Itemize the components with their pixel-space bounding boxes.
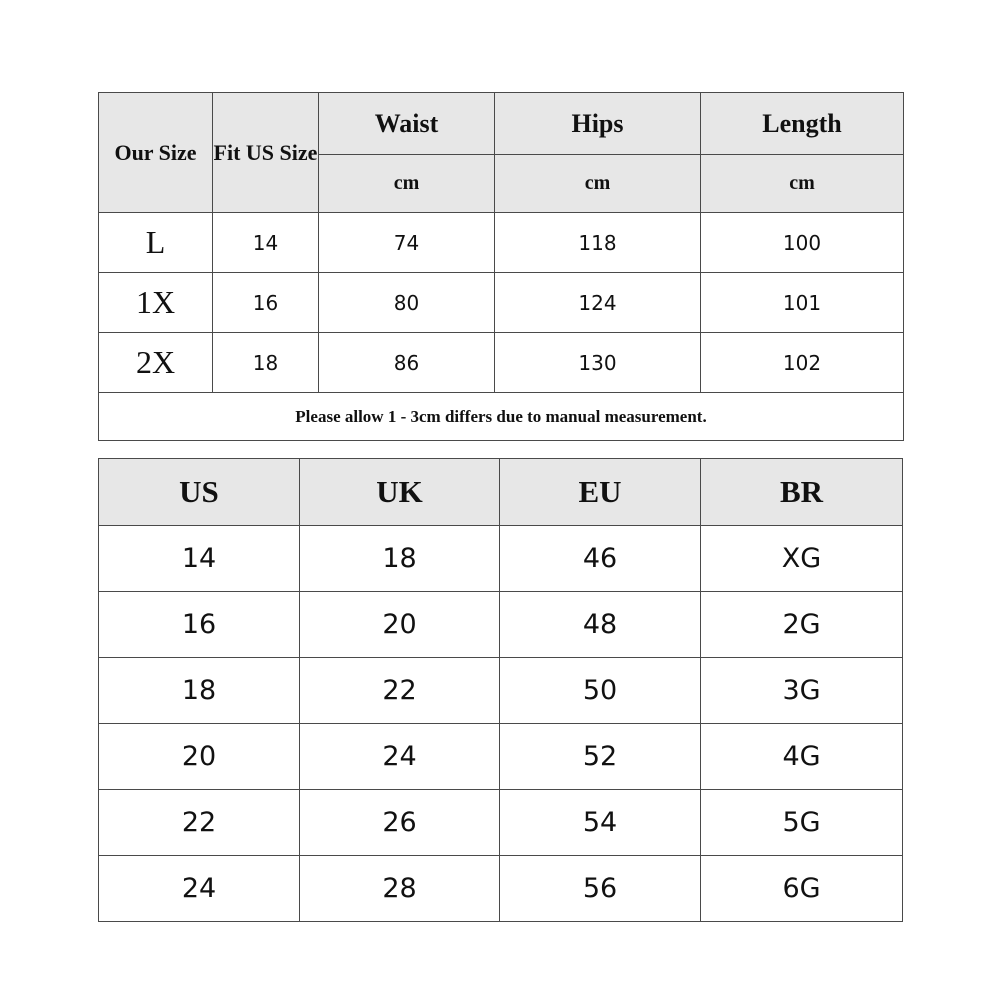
table-row [99, 213, 904, 273]
size-chart-table [98, 92, 904, 441]
br-cell: 6G [701, 856, 903, 922]
us-cell: 20 [99, 724, 300, 790]
table-row [99, 724, 903, 790]
br-cell: 2G [701, 592, 903, 658]
br-cell: 5G [701, 790, 903, 856]
header-waist-unit: cm [319, 155, 495, 213]
waist-cell: 86 [319, 333, 495, 393]
us-size-cell: 14 [213, 213, 319, 273]
eu-cell: 52 [500, 724, 701, 790]
uk-cell: 20 [300, 592, 500, 658]
br-cell: 4G [701, 724, 903, 790]
header-our-size: Our Size [99, 93, 213, 213]
header-waist: Waist [319, 93, 495, 155]
table-row [99, 592, 903, 658]
br-cell: 3G [701, 658, 903, 724]
table-row [99, 658, 903, 724]
us-size-cell: 18 [213, 333, 319, 393]
eu-cell: 48 [500, 592, 701, 658]
header-eu: EU [500, 459, 701, 526]
waist-cell: 74 [319, 213, 495, 273]
us-cell: 22 [99, 790, 300, 856]
table-row [99, 790, 903, 856]
eu-cell: 54 [500, 790, 701, 856]
eu-cell: 50 [500, 658, 701, 724]
header-uk: UK [300, 459, 500, 526]
header-hips-unit: cm [495, 155, 701, 213]
uk-cell: 26 [300, 790, 500, 856]
header-us: US [99, 459, 300, 526]
us-cell: 24 [99, 856, 300, 922]
size-conversion-table [98, 458, 903, 922]
measurement-note: Please allow 1 - 3cm differs due to manual measurement. [99, 393, 904, 441]
uk-cell: 28 [300, 856, 500, 922]
hips-cell: 124 [495, 273, 701, 333]
table-row [99, 856, 903, 922]
size-cell: L [99, 213, 213, 273]
waist-cell: 80 [319, 273, 495, 333]
us-cell: 14 [99, 526, 300, 592]
length-cell: 102 [701, 333, 904, 393]
uk-cell: 18 [300, 526, 500, 592]
size-cell: 1X [99, 273, 213, 333]
header-length: Length [701, 93, 904, 155]
us-cell: 18 [99, 658, 300, 724]
header-length-unit: cm [701, 155, 904, 213]
hips-cell: 130 [495, 333, 701, 393]
eu-cell: 46 [500, 526, 701, 592]
us-cell: 16 [99, 592, 300, 658]
size-cell: 2X [99, 333, 213, 393]
header-hips: Hips [495, 93, 701, 155]
hips-cell: 118 [495, 213, 701, 273]
header-br: BR [701, 459, 903, 526]
eu-cell: 56 [500, 856, 701, 922]
us-size-cell: 16 [213, 273, 319, 333]
table-row [99, 526, 903, 592]
uk-cell: 24 [300, 724, 500, 790]
table-row [99, 273, 904, 333]
length-cell: 101 [701, 273, 904, 333]
uk-cell: 22 [300, 658, 500, 724]
br-cell: XG [701, 526, 903, 592]
table-row [99, 333, 904, 393]
length-cell: 100 [701, 213, 904, 273]
header-fit-us-size: Fit US Size [213, 93, 319, 213]
